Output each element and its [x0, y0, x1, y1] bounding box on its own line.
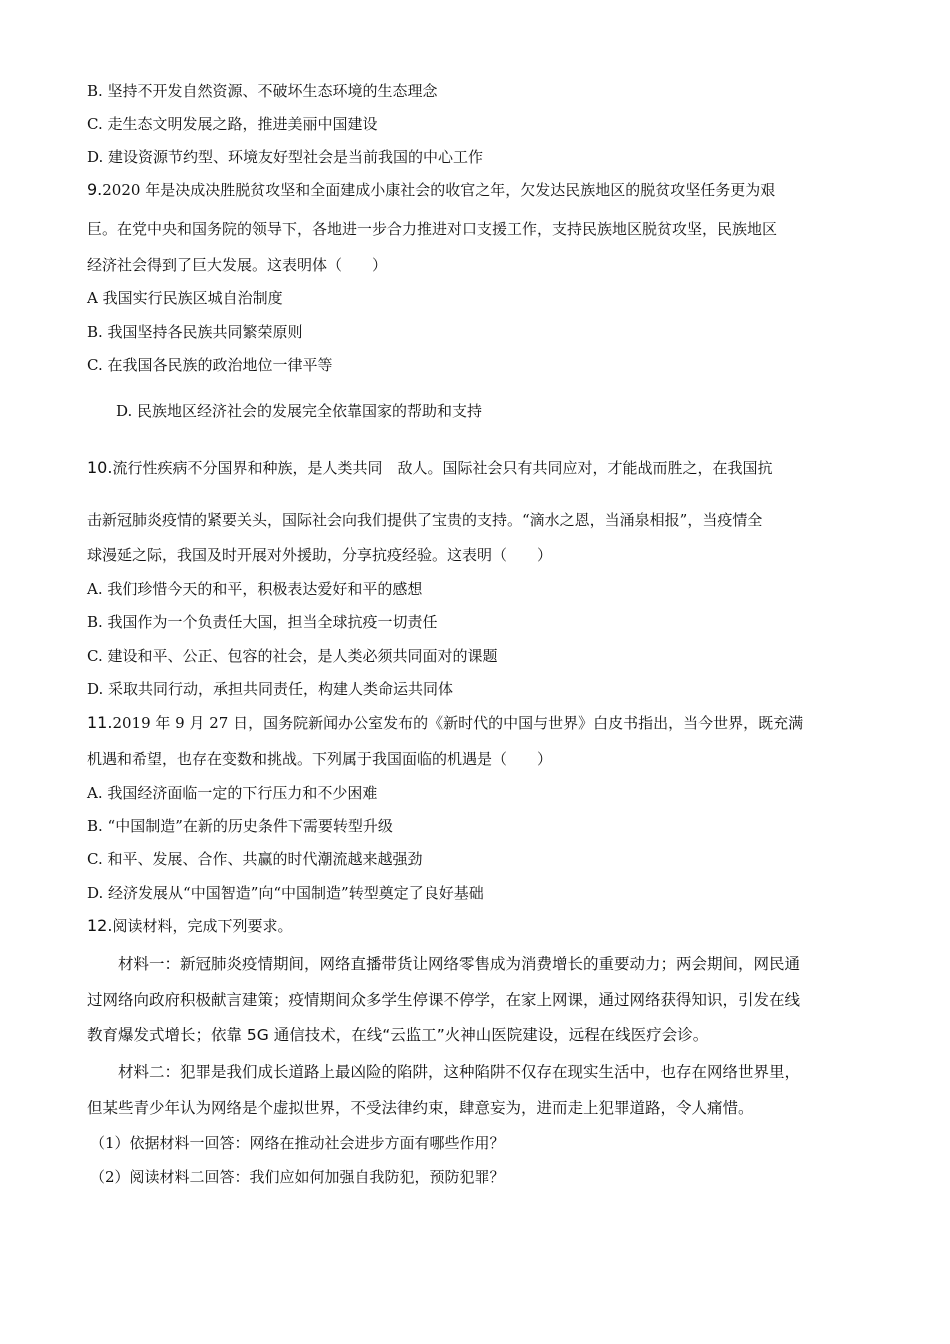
material-1-line-2: 过网络向政府积极献言建策；疫情期间众多学生停课不停学，在家上网课，通过网络获得知识，引发在线	[87, 991, 801, 1009]
q9-option-b: B. 我国坚持各民族共同繁荣原则	[87, 323, 303, 341]
q11-text-1: 2019 年 9 月 27 日，国务院新闻办公室发布的《新时代的中国与世界》白皮书指出，当今世界，既充满	[112, 714, 804, 732]
q11-option-d: D. 经济发展从“中国智造”向“中国制造”转型奠定了良好基础	[87, 884, 484, 902]
q10-option-a: A. 我们珍惜今天的和平，积极表达爱好和平的感想	[87, 580, 423, 598]
q10-text-1: 流行性疾病不分国界和种族，是人类共同 敌人。国际社会只有共同应对，才能战而胜之，在我国抗	[112, 459, 773, 477]
q11-stem-line-2: 机遇和希望，也存在变数和挑战。下列属于我国面临的机遇是（ ）	[87, 750, 553, 768]
q9-stem-line-3: 经济社会得到了巨大发展。这表明体（ ）	[87, 256, 388, 274]
q9-text-1: 2020 年是决成决胜脱贫攻坚和全面建成小康社会的收官之年，欠发达民族地区的脱贫攻坚任务更为艰	[102, 181, 776, 199]
q10-option-d: D. 采取共同行动，承担共同责任，构建人类命运共同体	[87, 680, 454, 698]
q9-stem-line-2: 巨。在党中央和国务院的领导下，各地进一步合力推进对口支援工作，支持民族地区脱贫攻坚，民族地区	[87, 220, 778, 238]
q8-option-b: B. 坚持不开发自然资源、不破坏生态环境的生态理念	[87, 82, 438, 100]
q11-option-b: B. “中国制造”在新的历史条件下需要转型升级	[87, 817, 393, 835]
q12-stem	[87, 916, 292, 936]
q8-option-c: C. 走生态文明发展之路，推进美丽中国建设	[87, 115, 378, 133]
material-2-line-2: 但某些青少年认为网络是个虚拟世界，不受法律约束，肆意妄为，进而走上犯罪道路，令人痛惜。	[87, 1099, 754, 1117]
q10-stem-line-2: 击新冠肺炎疫情的紧要关头，国际社会向我们提供了宝贵的支持。“滴水之恩，当涌泉相报”，当疫情全	[87, 511, 763, 529]
q10-number: 10.	[87, 458, 113, 477]
material-1-line-3: 教育爆发式增长；依靠 5G 通信技术，在线“云监工”火神山医院建设，远程在线医疗会诊。	[87, 1026, 709, 1044]
q8-option-d: D. 建设资源节约型、环境友好型社会是当前我国的中心工作	[87, 148, 484, 166]
q9-option-a: A 我国实行民族区城自治制度	[87, 289, 283, 307]
q9-option-d: D. 民族地区经济社会的发展完全依靠国家的帮助和支持	[116, 402, 483, 420]
q10-stem-line-3: 球漫延之际，我国及时开展对外援助，分享抗疫经验。这表明（ ）	[87, 546, 553, 564]
q9-number: 9.	[87, 180, 103, 199]
q9-option-c: C. 在我国各民族的政治地位一律平等	[87, 356, 333, 374]
q11-number: 11.	[87, 713, 113, 732]
q10-option-b: B. 我国作为一个负责任大国，担当全球抗疫一切责任	[87, 613, 438, 631]
sub-question-1: （1）依据材料一回答：网络在推动社会进步方面有哪些作用？	[90, 1134, 505, 1152]
q12-intro: 阅读材料，完成下列要求。	[112, 917, 293, 935]
q12-number: 12.	[87, 916, 113, 935]
q10-stem-line-1	[87, 458, 772, 478]
q9-stem-line-1	[87, 180, 775, 200]
q10-option-c: C. 建设和平、公正、包容的社会，是人类必须共同面对的课题	[87, 647, 498, 665]
sub-question-2: （2）阅读材料二回答：我们应如何加强自我防犯，预防犯罪？	[90, 1168, 505, 1186]
material-1-line-1: 材料一：新冠肺炎疫情期间，网络直播带货让网络零售成为消费增长的重要动力；两会期间，网民通	[118, 955, 801, 973]
q11-stem-line-1	[87, 713, 803, 733]
q11-option-c: C. 和平、发展、合作、共赢的时代潮流越来越强劲	[87, 850, 423, 868]
q11-option-a: A. 我国经济面临一定的下行压力和不少困难	[87, 784, 378, 802]
material-2-line-1: 材料二：犯罪是我们成长道路上最凶险的陷阱，这种陷阱不仅存在现实生活中，也存在网络世界里，	[118, 1063, 801, 1081]
